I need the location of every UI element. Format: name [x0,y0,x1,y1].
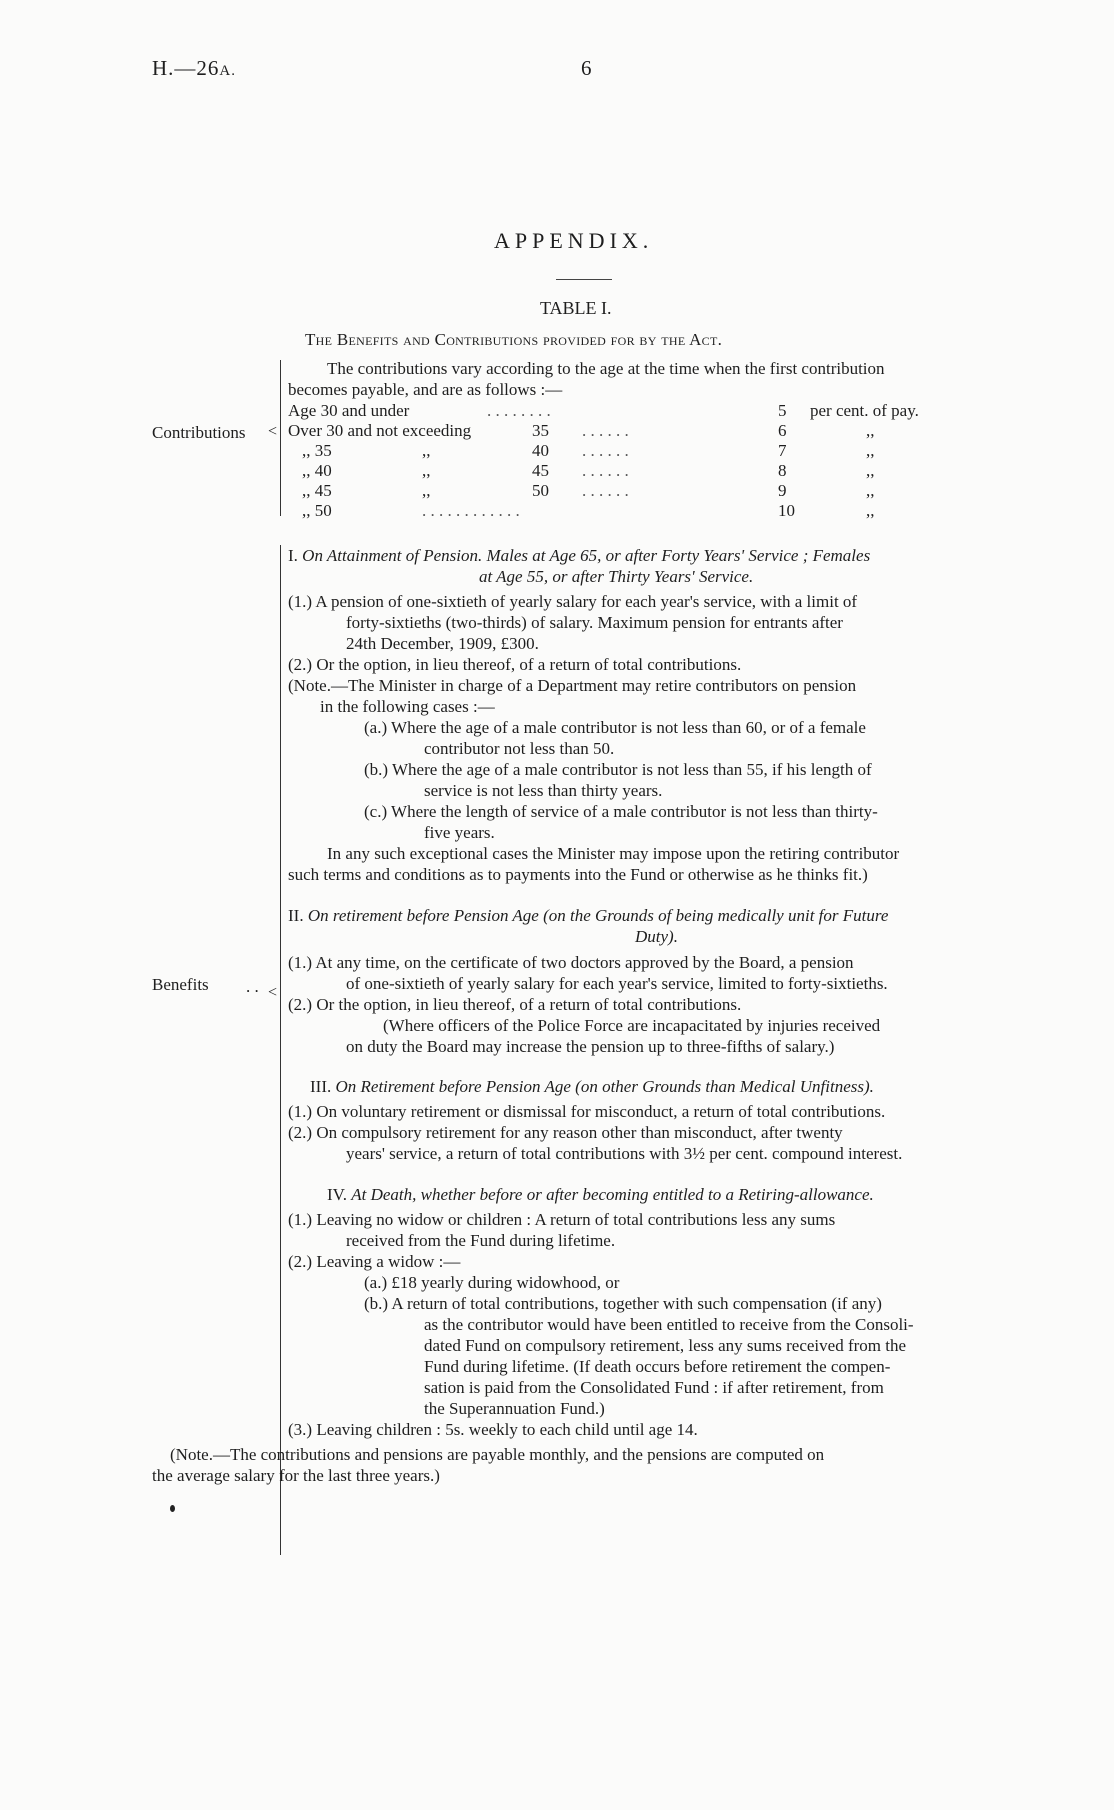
rate-row-upper: 35 [532,421,549,440]
section-1-title: On Attainment of Pension. Males at Age 65, or after Forty Years' Service ; Females [302,546,871,565]
rate-row-unit: per cent. of pay. [810,401,919,420]
section-4-title: At Death, whether before or after becoming entitled to a Retiring-allowance. [351,1185,874,1204]
rate-row-upper: 45 [532,461,549,480]
s1-exceptional-line-1: In any such exceptional cases the Minister may impose upon the retiring contributor [327,844,900,863]
page-reference-suffix: A. [219,63,237,79]
appendix-title: APPENDIX. [494,228,654,253]
s4-item-1-line-2: received from the Fund during lifetime. [346,1231,616,1250]
rate-row-leader: . . . . . . [582,441,629,460]
contributions-intro-line-2: becomes payable, and are as follows :— [288,380,563,399]
s4-case-a: (a.) £18 yearly during widowhood, or [364,1273,620,1292]
rate-row-rate: 9 [778,481,787,500]
rate-row-ditto: ,, [422,461,431,480]
s4-case-b-line-3: dated Fund on compulsory retirement, less any sums received from the [424,1336,907,1355]
section-4-numeral: IV. [327,1185,352,1204]
rate-row-unit: ,, [866,461,875,480]
benefits-label: Benefits [152,975,209,994]
s1-item-1-line-3: 24th December, 1909, £300. [346,634,539,653]
rate-row-leader: . . . . . . . . . . . . [422,501,520,520]
rate-row-leader: . . . . . . [582,421,629,440]
contributions-intro-line-1: The contributions vary according to the age at the time when the first contribution [327,359,885,378]
benefits-brace [280,545,281,1555]
s3-item-2-line-1: (2.) On compulsory retirement for any reason other than misconduct, after twenty [288,1123,843,1142]
s1-case-a-line-1: (a.) Where the age of a male contributor is not less than 60, or of a female [364,718,866,737]
rate-row-upper: 40 [532,441,549,460]
table-subtitle: The Benefits and Contributions provided for by the Act. [305,330,723,349]
rate-row-leader: . . . . . . . . [487,401,551,420]
rate-row-age: ,, 40 [302,461,332,480]
page-reference-dash: — [174,56,197,80]
rate-row-rate: 7 [778,441,787,460]
page-reference-prefix: H. [152,56,175,80]
page-number: 6 [581,56,592,80]
section-2-heading [288,906,888,926]
rate-row-rate: 6 [778,421,787,440]
s1-case-a-line-2: contributor not less than 50. [424,739,615,758]
s4-item-2: (2.) Leaving a widow :— [288,1252,461,1271]
s3-item-2-line-2: years' service, a return of total contributions with 3½ per cent. compound interest. [346,1144,903,1163]
section-2-heading-cont: Duty). [635,927,678,946]
section-3-title: On Retirement before Pension Age (on other Grounds than Medical Unfitness). [335,1077,874,1096]
s1-item-2: (2.) Or the option, in lieu thereof, of a return of total contributions. [288,655,742,674]
footnote-line-2: the average salary for the last three years.) [152,1466,440,1485]
footnote-line-1: (Note.—The contributions and pensions are payable monthly, and the pensions are computed on [170,1445,825,1464]
s2-police-line-2: on duty the Board may increase the pension up to three-fifths of salary.) [346,1037,835,1056]
contributions-brace [280,360,281,516]
section-3-numeral: III. [310,1077,336,1096]
s1-item-1-line-2: forty-sixtieths (two-thirds) of salary. Maximum pension for entrants after [346,613,843,632]
rate-row-age: ,, 35 [302,441,332,460]
rate-row-unit: ,, [866,421,875,440]
s2-item-1-line-1: (1.) At any time, on the certificate of two doctors approved by the Board, a pension [288,953,854,972]
contributions-brace-point: < [268,423,278,440]
rate-row-unit: ,, [866,501,875,520]
rate-row-ditto: ,, [422,481,431,500]
page-reference-number: 26 [196,56,220,80]
rate-row-age: Over 30 and not exceeding [288,421,472,440]
rate-row-upper: 50 [532,481,549,500]
s4-item-1-line-1: (1.) Leaving no widow or children : A return of total contributions less any sums [288,1210,836,1229]
s2-item-1-line-2: of one-sixtieth of yearly salary for each year's service, limited to forty-sixtieths. [346,974,888,993]
s4-case-b-line-5: sation is paid from the Consolidated Fund : if after retirement, from [424,1378,884,1397]
table-title: TABLE I. [540,298,612,318]
s1-note-line-1: (Note.—The Minister in charge of a Department may retire contributors on pension [288,676,857,695]
rate-row-rate: 8 [778,461,787,480]
s4-case-b-line-4: Fund during lifetime. (If death occurs before retirement the compen- [424,1357,891,1376]
benefits-brace-point: < [268,984,278,1001]
section-3-heading [310,1077,874,1097]
page-reference [152,56,236,81]
s4-case-b-line-1: (b.) A return of total contributions, together with such compensation (if any) [364,1294,882,1313]
rate-row-unit: ,, [866,481,875,500]
title-rule [556,279,612,280]
s4-item-3: (3.) Leaving children : 5s. weekly to each child until age 14. [288,1420,698,1439]
rate-row-rate: 10 [778,501,795,520]
s4-case-b-line-6: the Superannuation Fund.) [424,1399,605,1418]
s1-case-b-line-2: service is not less than thirty years. [424,781,663,800]
rate-row-age: ,, 50 [302,501,332,520]
rate-row-ditto: ,, [422,441,431,460]
section-1-heading-cont: at Age 55, or after Thirty Years' Service. [479,567,754,586]
s4-case-b-line-2: as the contributor would have been entitled to receive from the Consoli- [424,1315,914,1334]
section-2-numeral: II. [288,906,308,925]
s1-note-line-2: in the following cases :— [320,697,495,716]
rate-row-age: Age 30 and under [288,401,410,420]
s1-case-c-line-2: five years. [424,823,495,842]
s1-case-b-line-1: (b.) Where the age of a male contributor is not less than 55, if his length of [364,760,872,779]
s2-police-line-1: (Where officers of the Police Force are incapacitated by injuries received [383,1016,881,1035]
section-4-heading [327,1185,874,1205]
rate-row-rate: 5 [778,401,787,420]
rate-row-age: ,, 45 [302,481,332,500]
benefits-label-dots: . . [246,977,259,996]
s3-item-1: (1.) On voluntary retirement or dismissal for misconduct, a return of total contributions. [288,1102,886,1121]
rate-row-leader: . . . . . . [582,481,629,500]
ink-mark [170,1505,175,1512]
section-1-numeral: I. [288,546,303,565]
s1-exceptional-line-2: such terms and conditions as to payments into the Fund or otherwise as he thinks fit.) [288,865,868,884]
section-2-title: On retirement before Pension Age (on the Grounds of being medically unit for Future [307,906,889,925]
section-1-heading [288,546,870,566]
rate-row-unit: ,, [866,441,875,460]
s1-case-c-line-1: (c.) Where the length of service of a male contributor is not less than thirty- [364,802,878,821]
s2-item-2: (2.) Or the option, in lieu thereof, of a return of total contributions. [288,995,742,1014]
rate-row-leader: . . . . . . [582,461,629,480]
contributions-label: Contributions [152,423,246,442]
s1-item-1-line-1: (1.) A pension of one-sixtieth of yearly salary for each year's service, with a limit of [288,592,858,611]
